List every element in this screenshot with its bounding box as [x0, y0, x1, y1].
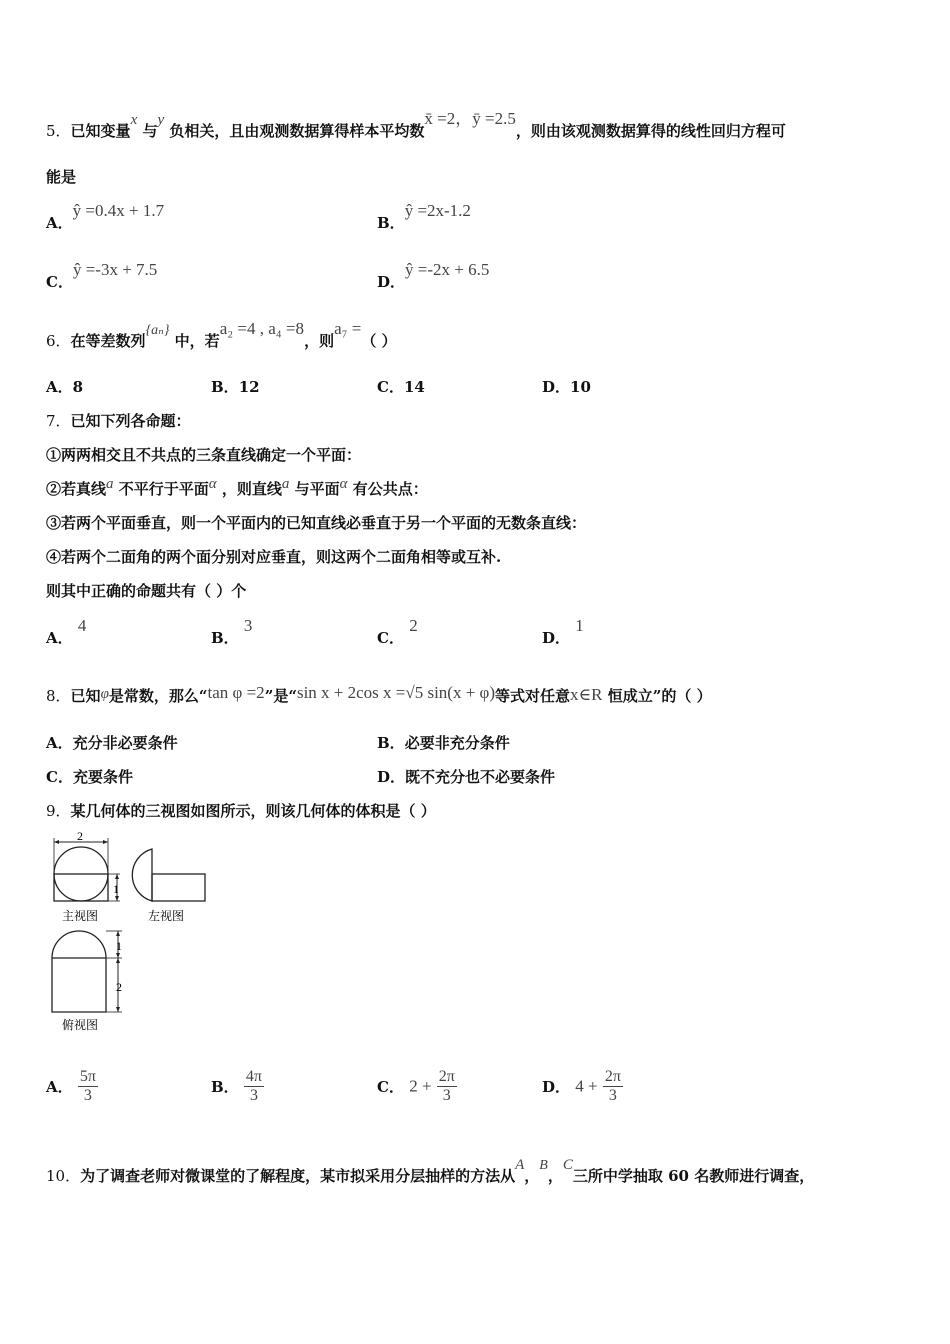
q8-option-a-value: 充分非必要条件 — [72, 734, 178, 752]
dim-arrow-up-2 — [116, 931, 120, 936]
dim-arrow-down-2 — [116, 953, 120, 958]
q9-option-b-den: 3 — [249, 1087, 258, 1104]
q5-number: 5． — [46, 122, 71, 140]
q7-option-a[interactable] — [46, 616, 87, 648]
q5-option-b-expr: ŷ =2x-1.2 — [404, 201, 471, 220]
q7-option-b-value: 3 — [243, 616, 253, 635]
q7-option-d-value: 1 — [575, 616, 584, 635]
q8-text-3: ”是“ — [264, 687, 297, 705]
q7-option-a-value: 4 — [77, 616, 87, 635]
q7-p2-text-e: 有公共点： — [352, 480, 428, 498]
q5-var-y: y — [157, 112, 165, 128]
q7-option-c-label: C． — [377, 629, 404, 647]
q7-p2-text-c: ，则直线 — [221, 480, 282, 498]
q9-option-b-label: B． — [211, 1078, 239, 1096]
q5-stem-line1 — [46, 109, 786, 141]
q9-option-b-fraction — [244, 1068, 264, 1105]
q7-ask: 则其中正确的命题共有（ ）个 — [46, 582, 247, 600]
q5-var-x: x — [130, 112, 138, 128]
q10-school-b: B — [539, 1158, 548, 1173]
q8-text-4: 等式对任意 — [495, 687, 571, 705]
q8-option-a[interactable] — [46, 732, 178, 753]
q5-text-1: 已知变量 — [70, 122, 131, 140]
q5-option-d[interactable] — [377, 260, 490, 292]
q6-option-b-value: 12 — [238, 378, 260, 396]
q8-phi: φ — [100, 686, 109, 702]
q9-option-b[interactable] — [211, 1068, 264, 1105]
q5-text-2: 与 — [142, 122, 158, 140]
dim-arrow-right — [103, 840, 108, 844]
q10-text-2: 三所中学抽取 60 名教师进行调查， — [572, 1167, 815, 1185]
q5-option-c[interactable] — [46, 260, 158, 292]
q9-option-d-num: 2π — [604, 1068, 621, 1085]
q6-condition: a₂ =4 , a₄ =8 — [219, 319, 305, 338]
dim-arrow-left — [54, 840, 59, 844]
q10-school-a: A — [515, 1157, 525, 1173]
q8-option-c-value: 充要条件 — [72, 768, 133, 786]
q9-option-d-fraction — [603, 1068, 623, 1105]
q9-option-c-den: 3 — [442, 1087, 451, 1104]
three-view-figure — [40, 826, 220, 1036]
q10-text-1: 为了调查老师对微课堂的了解程度，某市拟采用分层抽样的方法从 — [80, 1167, 516, 1185]
q6-option-c-value: 14 — [403, 378, 425, 396]
q7-p2-line-a: a — [106, 476, 114, 492]
top-view-label: 俯视图 — [62, 1018, 99, 1032]
q8-option-d-label: D． — [377, 768, 406, 786]
q6-number: 6． — [46, 332, 71, 350]
q5-text-3: 负相关，且由观测数据算得样本平均数 — [169, 122, 425, 140]
q10-number: 10． — [46, 1167, 81, 1185]
q9-option-d[interactable] — [542, 1068, 623, 1105]
q5-means: x̄ =2，ȳ =2.5 — [424, 109, 516, 128]
q9-option-a-label: A． — [46, 1078, 73, 1096]
q9-option-c-prefix: 2 + — [409, 1076, 432, 1096]
q7-option-c-value: 2 — [409, 616, 418, 635]
q8-option-c[interactable] — [46, 766, 133, 787]
q8-equation: sin x + 2cos x =√5 sin(x + φ) — [296, 683, 496, 702]
q6-text-1: 在等差数列 — [70, 332, 146, 350]
q5-option-b-label: B． — [377, 214, 405, 232]
dim-arrow-down-1 — [115, 896, 119, 901]
q6-sequence: {aₙ} — [145, 323, 170, 338]
q5-option-b[interactable] — [377, 201, 471, 233]
dim-label-1: 1 — [113, 882, 119, 896]
q7-option-b-label: B． — [211, 629, 239, 647]
q8-option-b[interactable] — [377, 732, 510, 753]
q6-text-2: 中，若 — [174, 332, 220, 350]
q7-proposition-3: ③若两个平面垂直，则一个平面内的已知直线必垂直于另一个平面的无数条直线： — [46, 514, 587, 532]
q8-option-d[interactable] — [377, 766, 555, 787]
q6-text-4: （ ） — [361, 332, 397, 350]
q9-stem — [46, 800, 436, 821]
dim-arrow-down-3 — [116, 1007, 120, 1012]
front-view-rect — [54, 874, 108, 901]
q10-sep-2: ， — [547, 1167, 563, 1185]
q7-proposition-4: ④若两个二面角的两个面分别对应垂直，则这两个二面角相等或互补. — [46, 548, 502, 566]
q8-option-c-label: C． — [46, 768, 73, 786]
q5-option-d-label: D． — [377, 273, 406, 291]
q6-option-a-label: A． — [46, 378, 73, 396]
q9-option-b-num: 4π — [245, 1068, 262, 1085]
q5-option-a-expr: ŷ =0.4x + 1.7 — [72, 201, 165, 220]
q6-text-3: ，则 — [304, 332, 335, 350]
q8-stem — [46, 685, 712, 706]
q7-option-d-label: D． — [542, 629, 571, 647]
q6-option-d-value: 10 — [570, 378, 591, 396]
q8-text-2: 是常数，那么“ — [108, 687, 208, 705]
q6-option-a-value: 8 — [72, 378, 84, 396]
q5-option-d-expr: ŷ =-2x + 6.5 — [405, 260, 490, 279]
q5-option-c-expr: ŷ =-3x + 7.5 — [72, 260, 158, 279]
q9-option-a[interactable] — [46, 1068, 98, 1105]
dim-arrow-up-3 — [116, 958, 120, 963]
q8-text-1: 已知 — [70, 687, 101, 705]
q9-option-c-label: C． — [377, 1078, 404, 1096]
q6-option-c[interactable] — [377, 376, 425, 397]
q8-option-d-value: 既不充分也不必要条件 — [405, 768, 556, 786]
q7-stem-text: 已知下列各命题： — [70, 412, 191, 430]
q7-p2-plane-alpha-2: α — [339, 476, 348, 492]
q6-option-d-label: D． — [542, 378, 571, 396]
dim-label-1b: 1 — [116, 939, 122, 953]
q7-option-a-label: A． — [46, 629, 73, 647]
q6-option-d[interactable] — [542, 376, 591, 397]
dim-label-2b: 2 — [116, 980, 122, 994]
q9-stem-text: 某几何体的三视图如图所示，则该几何体的体积是（ ） — [70, 802, 436, 820]
q9-option-a-den: 3 — [83, 1087, 92, 1104]
q7-option-c[interactable] — [377, 616, 418, 648]
q7-p2-line-a-2: a — [281, 476, 290, 492]
q8-option-b-value: 必要非充分条件 — [404, 734, 510, 752]
q6-option-c-label: C． — [377, 378, 404, 396]
top-view-outline — [52, 931, 106, 1012]
q8-domain: x∈R — [570, 685, 603, 704]
q7-proposition-2 — [46, 478, 428, 499]
q7-p2-text-b: 不平行于平面 — [118, 480, 209, 498]
q8-condition: tan φ =2 — [207, 683, 265, 702]
q9-option-c[interactable] — [377, 1068, 457, 1105]
q6-option-b[interactable] — [211, 376, 260, 397]
q5-stem-line2: 能是 — [46, 168, 77, 186]
q6-ask-expr: a₇ = — [334, 319, 362, 338]
q9-number: 9． — [46, 802, 71, 820]
q5-text-4: ，则由该观测数据算得的线性回归方程可 — [515, 122, 786, 140]
q7-option-b[interactable] — [211, 616, 253, 648]
q7-proposition-1: ①两两相交且不共点的三条直线确定一个平面： — [46, 446, 362, 464]
q7-stem — [46, 410, 191, 431]
q5-option-c-label: C． — [46, 273, 73, 291]
q10-school-c: C — [562, 1157, 573, 1173]
q9-option-a-num: 5π — [79, 1068, 96, 1085]
dim-arrow-up-1 — [115, 874, 119, 879]
side-view-label: 左视图 — [148, 909, 185, 923]
q6-option-a[interactable] — [46, 376, 83, 397]
q9-option-a-fraction — [78, 1068, 98, 1105]
q10-sep-1: ， — [524, 1167, 540, 1185]
q9-option-c-fraction — [437, 1068, 457, 1105]
q7-number: 7． — [46, 412, 71, 430]
q7-option-d[interactable] — [542, 616, 584, 648]
q9-option-d-label: D． — [542, 1078, 571, 1096]
q8-text-5: 恒成立”的（ ） — [607, 687, 712, 705]
front-view-label: 主视图 — [62, 909, 99, 923]
q5-option-a[interactable] — [46, 201, 165, 233]
side-view-half-circle — [132, 849, 152, 901]
q7-p2-text-d: 与平面 — [294, 480, 340, 498]
q9-option-c-num: 2π — [438, 1068, 455, 1085]
q8-option-b-label: B． — [377, 734, 405, 752]
q5-option-a-label: A． — [46, 214, 73, 232]
side-view-rect — [152, 874, 205, 901]
q7-p2-plane-alpha: α — [208, 476, 217, 492]
q9-option-d-den: 3 — [608, 1087, 617, 1104]
q9-option-d-prefix: 4 + — [575, 1076, 598, 1096]
q6-option-b-label: B． — [211, 378, 239, 396]
q8-number: 8． — [46, 687, 71, 705]
q10-stem — [46, 1157, 815, 1186]
q8-option-a-label: A． — [46, 734, 73, 752]
q6-stem — [46, 319, 397, 351]
dim-label-2: 2 — [77, 829, 83, 843]
q7-p2-text-a: ②若真线 — [46, 480, 107, 498]
